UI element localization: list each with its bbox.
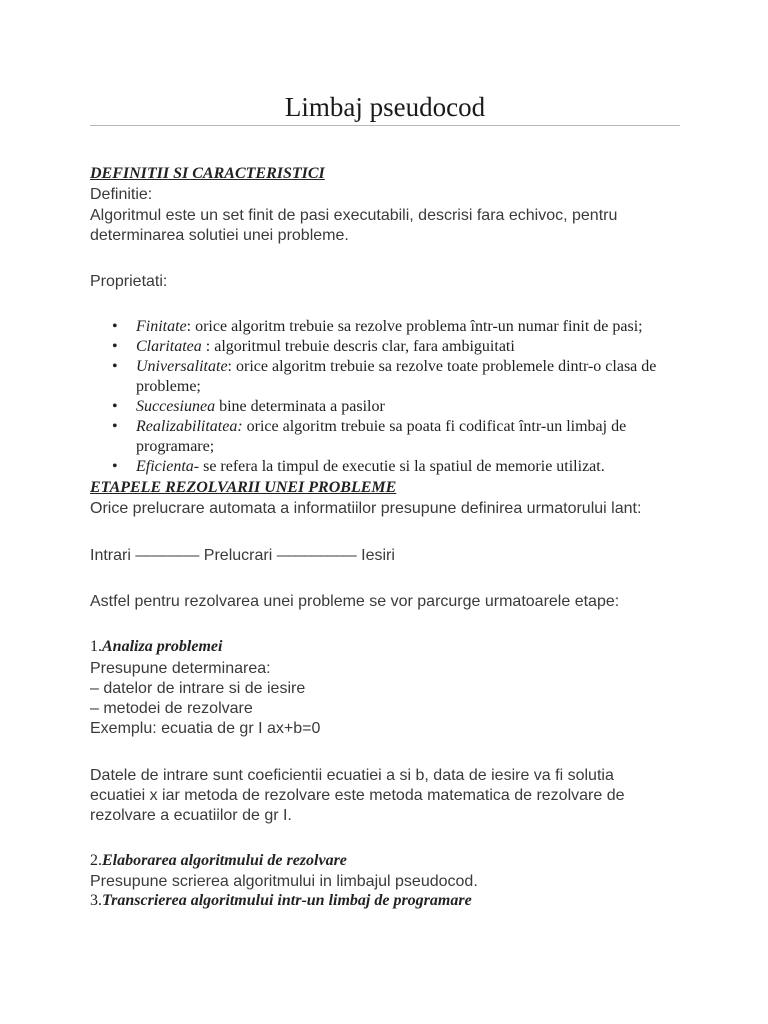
list-item: • Succesiunea bine determinata a pasilor [112,398,385,415]
explanation-line-3: rezolvare a ecuatiilor de gr I. [90,807,292,824]
step-1-line: – metodei de rezolvare [90,700,253,717]
step-1-line: Exemplu: ecuatia de gr I ax+b=0 [90,720,321,737]
step-1-line: – datelor de intrare si de iesire [90,680,306,697]
section-heading-definitii: DEFINITII SI CARACTERISTICI [90,165,325,182]
steps-intro: Astfel pentru rezolvarea unei probleme se vor parcurge urmatoarele etape: [90,593,620,610]
explanation-line-2: ecuatiei x iar metoda de rezolvare este metoda matematica de rezolvare de [90,787,625,804]
definition-line-1: Algoritmul este un set finit de pasi executabili, descrisi fara echivoc, pentru [90,207,618,224]
list-item: • Claritatea : algoritmul trebuie descris clar, fara ambiguitati [112,338,515,355]
step-2-line: Presupune scrierea algoritmului in limbajul pseudocod. [90,873,478,890]
step-2-heading: 2.Elaborarea algoritmului de rezolvare [90,852,347,869]
step-1-heading: 1.Analiza problemei [90,638,223,655]
list-item: • Realizabilitatea: orice algoritm trebuie sa poata fi codificat într-un limbaj de programare; [112,418,627,455]
step-3-heading: 3.Transcrierea algoritmului intr-un limbaj de programare [90,892,472,909]
definition-label: Definitie: [90,186,153,203]
page-title: Limbaj pseudocod [284,92,486,122]
list-item: • Eficienta- se refera la timpul de executie si la spatiul de memorie utilizat. [112,458,605,475]
definition-line-2: determinarea solutiei unei probleme. [90,227,349,244]
step-1-line: Presupune determinarea: [90,660,271,677]
processing-chain: Intrari ———— Prelucrari ————— Iesiri [90,547,395,564]
explanation-line-1: Datele de intrare sunt coeficientii ecuatiei a si b, data de iesire va fi solutia [90,767,614,784]
chain-intro: Orice prelucrare automata a informatiilor presupune definirea urmatorului lant: [90,500,642,517]
properties-label: Proprietati: [90,273,168,290]
list-item: • Finitate: orice algoritm trebuie sa rezolve problema într-un numar finit de pasi; [112,318,643,335]
list-item: • Universalitate: orice algoritm trebuie sa rezolve toate problemele dintr-o clasa de probleme; [112,358,657,395]
properties-list [90,317,690,477]
section-heading-etapele: ETAPELE REZOLVARII UNEI PROBLEME [90,479,397,496]
title-rule [90,125,680,126]
